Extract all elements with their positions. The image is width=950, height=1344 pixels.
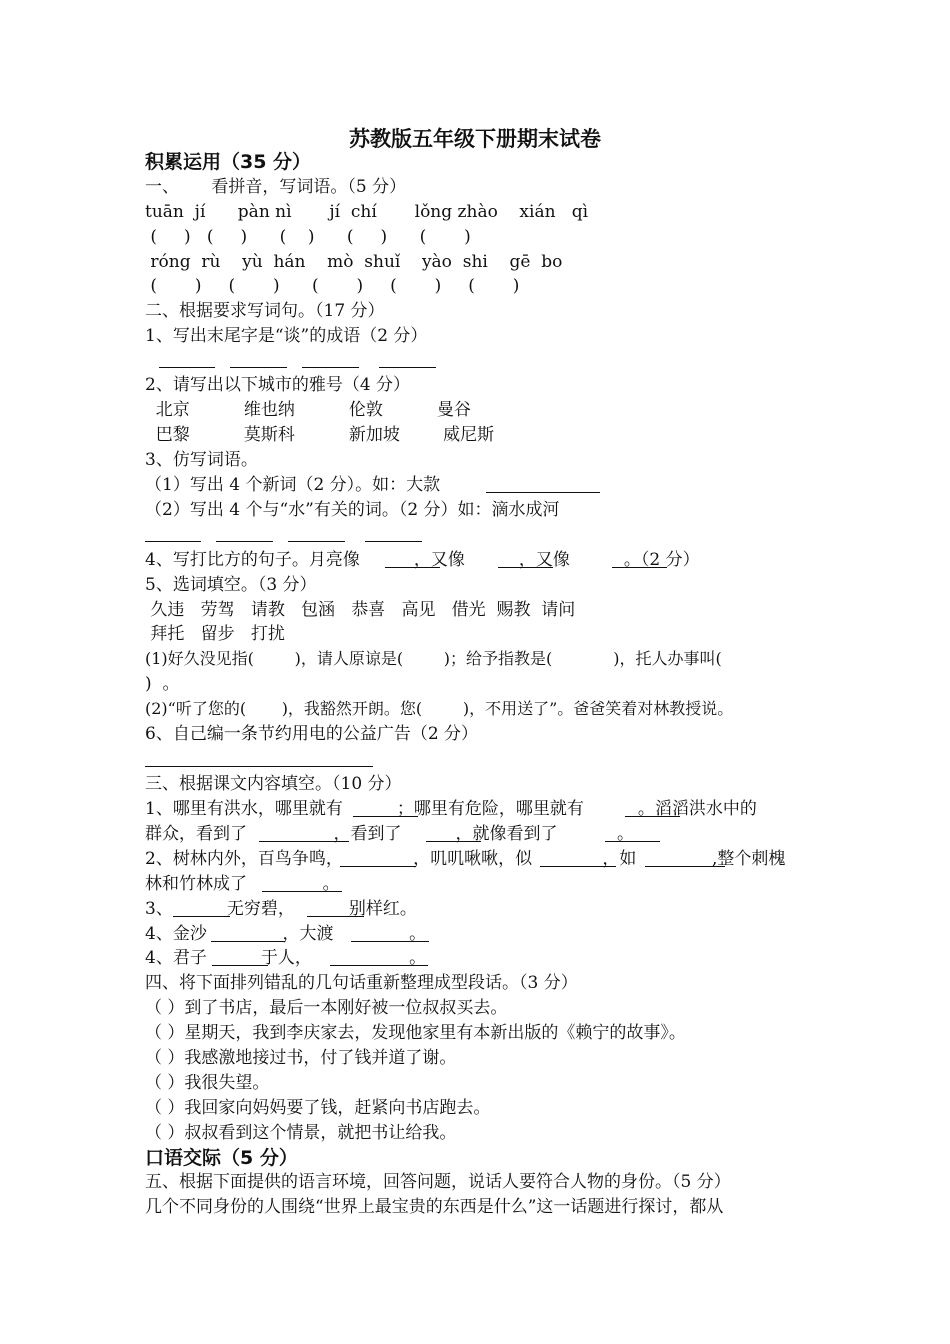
answer-blank bbox=[145, 541, 201, 542]
q3-3-prompt: 3、 无穷碧， 别样红。 bbox=[145, 899, 417, 919]
q3-5-prompt: 4、君子 于人， 。 bbox=[145, 948, 427, 968]
answer-blank bbox=[302, 367, 359, 368]
q3-1-line-1: 1、哪里有洪水，哪里就有 ；哪里有危险，哪里就有 。滔滔洪水中的 bbox=[145, 799, 757, 819]
answer-blank bbox=[645, 866, 725, 867]
answer-blank bbox=[330, 965, 428, 966]
answer-blank bbox=[385, 567, 440, 568]
answer-blank bbox=[353, 816, 418, 817]
q2-5-word-bank-row-1: 久违 劳驾 请教 包涵 恭喜 高见 借光 赐教 请问 bbox=[145, 600, 576, 620]
answer-blank bbox=[159, 367, 215, 368]
answer-blank bbox=[216, 541, 273, 542]
answer-blank bbox=[262, 891, 342, 892]
answer-blank bbox=[230, 367, 287, 368]
answer-blank bbox=[379, 367, 436, 368]
q2-6-prompt: 6、自己编一条节约用电的公益广告（2 分） bbox=[145, 724, 479, 744]
q2-5-1-sentence: (1)好久没见指( )，请人原谅是( )；给予指教是( )，托人办事叫( bbox=[145, 649, 722, 668]
answer-blank bbox=[145, 766, 373, 767]
q3-4-prompt: 4、金沙 ，大渡 。 bbox=[145, 924, 427, 944]
q2-5-1-sentence-end: ) 。 bbox=[145, 674, 180, 694]
q1-pinyin-row-2: róng rù yù hán mò shuǐ yào shi gē bo bbox=[145, 252, 563, 272]
answer-blank bbox=[486, 492, 600, 493]
answer-blank bbox=[173, 916, 230, 917]
answer-blank bbox=[498, 567, 553, 568]
answer-blank bbox=[211, 941, 285, 942]
q3-1-line-2: 群众，看到了 ，看到了 ，就像看到了 。 bbox=[145, 824, 634, 844]
q4-sentence-item: （ ）星期天，我到李庆家去，发现他家里有本新出版的《赖宁的故事》。 bbox=[145, 1023, 686, 1043]
answer-blank bbox=[351, 941, 429, 942]
q2-1-prompt: 1、写出末尾字是“谈”的成语（2 分） bbox=[145, 326, 428, 346]
q4-sentence-item: （ ）我回家向妈妈要了钱，赶紧向书店跑去。 bbox=[145, 1098, 491, 1118]
answer-blank bbox=[259, 841, 349, 842]
answer-blank bbox=[612, 567, 667, 568]
answer-blank bbox=[307, 916, 364, 917]
q2-5-2-sentence: (2)“听了您的( )，我豁然开朗。您( )，不用送了”。爸爸笑着对林教授说。 bbox=[145, 699, 734, 718]
q5-heading: 五、根据下面提供的语言环境，回答问题，说话人要符合人物的身份。（5 分） bbox=[145, 1172, 731, 1192]
q4-sentence-item: （ ）我很失望。 bbox=[145, 1073, 270, 1093]
q1-heading: 一、 看拼音，写词语。（5 分） bbox=[145, 177, 407, 197]
section-heading-oral-communication: 口语交际（5 分） bbox=[145, 1147, 298, 1169]
q3-heading: 三、根据课文内容填空。（10 分） bbox=[145, 774, 402, 794]
answer-blank bbox=[426, 841, 481, 842]
q1-answer-parens-row-1: ( ) ( ) ( ) ( ) ( ) bbox=[145, 227, 471, 247]
q2-5-prompt: 5、选词填空。（3 分） bbox=[145, 575, 317, 595]
answer-blank bbox=[340, 866, 416, 867]
answer-blank bbox=[540, 866, 616, 867]
section-heading-accumulation: 积累运用（35 分） bbox=[145, 151, 312, 173]
page-title: 苏教版五年级下册期末试卷 bbox=[349, 126, 601, 151]
q2-2-prompt: 2、请写出以下城市的雅号（4 分） bbox=[145, 375, 411, 395]
q2-2-cities-row-2: 巴黎 莫斯科 新加坡 威尼斯 bbox=[145, 425, 495, 445]
q4-heading: 四、将下面排列错乱的几句话重新整理成型段话。（3 分） bbox=[145, 973, 578, 993]
q3-2-line-1: 2、树林内外，百鸟争鸣， ，叽叽啾啾，似 ，如 ,整个刺槐 bbox=[145, 849, 786, 869]
answer-blank bbox=[212, 965, 268, 966]
q2-2-cities-row-1: 北京 维也纳 伦敦 曼谷 bbox=[145, 400, 471, 420]
q2-4-prompt: 4、写打比方的句子。月亮像 ，又像 ，又像 。（2 分） bbox=[145, 550, 700, 570]
q4-sentence-item: （ ）叔叔看到这个情景，就把书让给我。 bbox=[145, 1123, 457, 1143]
q2-3-1-prompt: （1）写出 4 个新词（2 分）。如：大款 bbox=[145, 475, 441, 495]
q2-3-prompt: 3、仿写词语。 bbox=[145, 450, 258, 470]
q2-5-word-bank-row-2: 拜托 留步 打扰 bbox=[145, 624, 285, 644]
q2-3-2-prompt: （2）写出 4 个与“水”有关的词。（2 分）如：滴水成河 bbox=[145, 500, 560, 520]
q5-context-text: 几个不同身份的人围绕“世界上最宝贵的东西是什么”这一话题进行探讨，都从 bbox=[145, 1197, 724, 1217]
answer-blank bbox=[625, 816, 680, 817]
answer-blank bbox=[605, 841, 660, 842]
q4-sentence-item: （ ）到了书店，最后一本刚好被一位叔叔买去。 bbox=[145, 998, 508, 1018]
q1-pinyin-row-1: tuān jí pàn nì jí chí lǒng zhào xián qì bbox=[145, 202, 589, 222]
q2-heading: 二、根据要求写词句。（17 分） bbox=[145, 301, 385, 321]
answer-blank bbox=[365, 541, 422, 542]
q1-answer-parens-row-2: ( ) ( ) ( ) ( ) ( ) bbox=[145, 276, 520, 296]
q3-2-line-2: 林和竹林成了 。 bbox=[145, 874, 340, 894]
q4-sentence-item: （ ）我感激地接过书，付了钱并道了谢。 bbox=[145, 1048, 457, 1068]
answer-blank bbox=[288, 541, 345, 542]
